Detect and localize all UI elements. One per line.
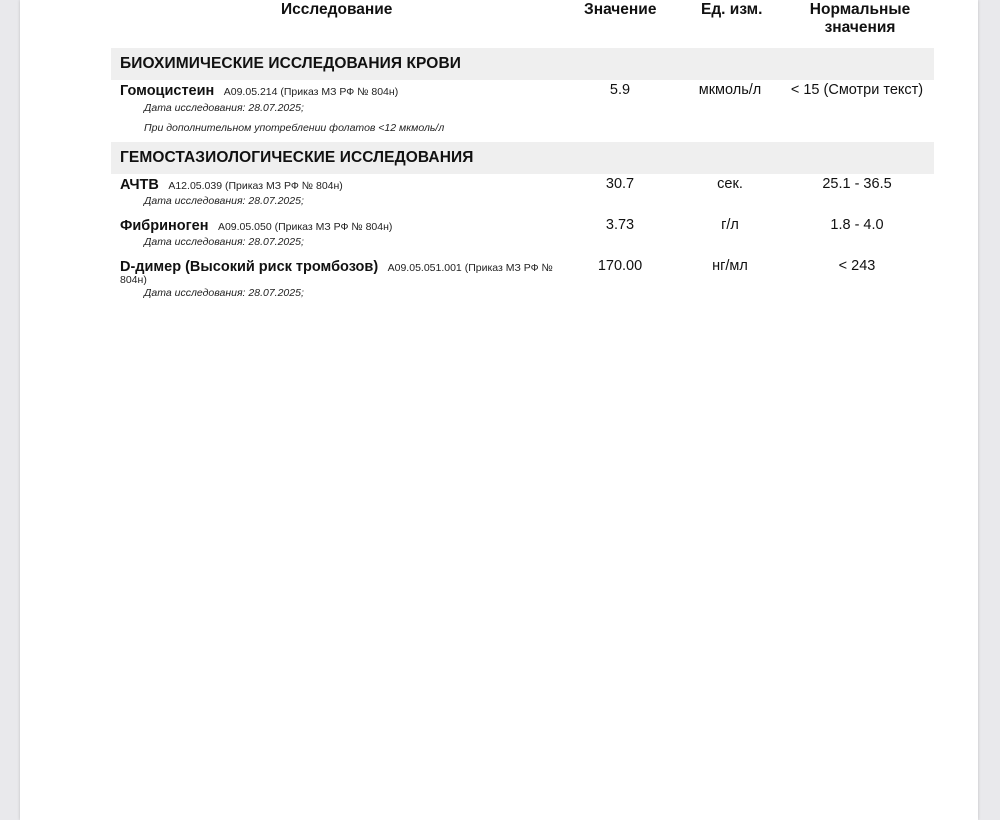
test-value: 3.73 xyxy=(605,217,635,233)
table-row xyxy=(120,82,398,100)
test-value: 5.9 xyxy=(609,82,631,98)
test-name: D-димер (Высокий риск тромбозов) xyxy=(120,259,379,275)
header-norm xyxy=(780,1,940,37)
test-value: 170.00 xyxy=(597,258,643,274)
test-note: При дополнительном употреблении фолатов <12 мкмоль/л xyxy=(144,122,445,134)
test-date: Дата исследования: 28.07.2025; xyxy=(144,287,304,299)
test-unit: мкмоль/л xyxy=(698,82,762,98)
test-norm: 25.1 - 36.5 xyxy=(822,176,892,192)
test-code: А09.05.214 (Приказ МЗ РФ № 804н) xyxy=(223,86,399,98)
section-title: ГЕМОСТАЗИОЛОГИЧЕСКИЕ ИССЛЕДОВАНИЯ xyxy=(120,149,474,166)
test-unit: сек. xyxy=(717,176,743,192)
header-unit: Ед. изм. xyxy=(701,1,763,18)
test-date: Дата исследования: 28.07.2025; xyxy=(144,195,304,207)
test-code: А09.05.050 (Приказ МЗ РФ № 804н) xyxy=(217,221,393,233)
section-header-biochemistry xyxy=(111,48,934,80)
test-date: Дата исследования: 28.07.2025; xyxy=(144,102,304,114)
section-title: БИОХИМИЧЕСКИЕ ИССЛЕДОВАНИЯ КРОВИ xyxy=(120,55,461,72)
test-date: Дата исследования: 28.07.2025; xyxy=(144,236,304,248)
test-unit: нг/мл xyxy=(712,258,748,274)
test-name: Фибриноген xyxy=(120,218,209,234)
test-name: Гомоцистеин xyxy=(120,83,215,99)
test-code: А09.05.051.001 (Приказ МЗ РФ № xyxy=(387,262,553,274)
test-name: АЧТВ xyxy=(120,177,159,193)
test-norm: < 243 xyxy=(838,258,876,274)
header-norm-line2: значения xyxy=(824,19,896,36)
test-code-continued: 804н) xyxy=(120,274,147,286)
header-value: Значение xyxy=(584,1,657,18)
header-norm-line1: Нормальные xyxy=(809,1,911,18)
test-norm: 1.8 - 4.0 xyxy=(830,217,884,233)
test-unit: г/л xyxy=(721,217,739,233)
section-header-hemostasis xyxy=(111,142,934,174)
test-norm: < 15 (Смотри текст) xyxy=(790,82,924,98)
report-page xyxy=(20,0,978,820)
test-code: А12.05.039 (Приказ МЗ РФ № 804н) xyxy=(168,180,343,192)
test-value: 30.7 xyxy=(605,176,635,192)
table-row xyxy=(120,258,553,276)
header-test: Исследование xyxy=(281,1,393,18)
table-row xyxy=(120,217,392,235)
table-row xyxy=(120,176,343,194)
